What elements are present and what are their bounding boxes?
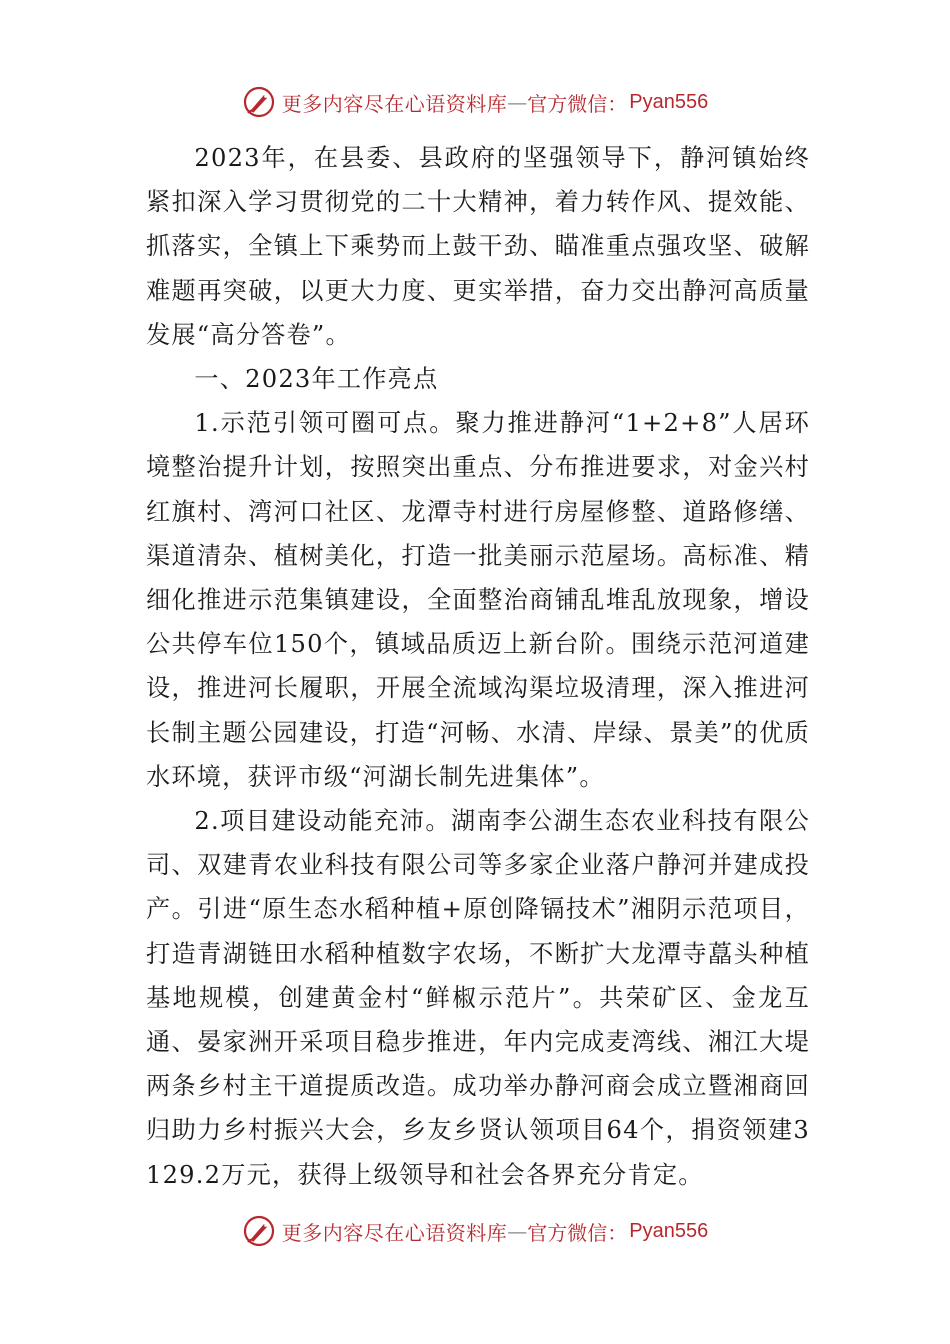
pen-nib-icon (242, 85, 276, 119)
pen-nib-icon (242, 1214, 276, 1248)
banner-text: 更多内容尽在心语资料库 (281, 1220, 508, 1245)
highlight-paragraph-1: 1.示范引领可圈可点。聚力推进静河“1+2+8”人居环境整治提升计划，按照突出重点、分布推进要求，对金兴村红旗村、湾河口社区、龙潭寺村进行房屋修整、道路修缮、渠道清杂、植树美化，打造一批美丽示范屋场。高标准、精细化推进示范集镇建设，全面整治商铺乱堆乱放现象，增设公共停车位150个，镇域品质迈上新台阶。围绕示范河道建设，推进河长履职，开展全流域沟渠垃圾清理，深入推进河长制主题公园建设，打造“河畅、水清、岸绿、景美”的优质水环境，获评市级“河湖长制先进集体”。 (146, 409, 810, 791)
document-body (146, 136, 810, 1197)
section-heading: 一、2023年工作亮点 (194, 365, 439, 394)
highlight-paragraph-2: 2.项目建设动能充沛。湖南李公湖生态农业科技有限公司、双建青农业科技有限公司等多家企业落户静河并建成投产。引进“原生态水稻种植+原创降镉技术”湘阴示范项目，打造青湖链田水稻种植数字农场，不断扩大龙潭寺藠头种植基地规模，创建黄金村“鲜椒示范片”。共荣矿区、金龙互通、晏家洲开采项目稳步推进，年内完成麦湾线、湘江大堤两条乡村主干道提质改造。成功举办静河商会成立暨湘商回归助力乡村振兴大会，乡友乡贤认领项目64个，捐资领建3129.2万元，获得上级领导和社会各界充分肯定。 (146, 807, 810, 1189)
banner-separator: — (507, 90, 528, 114)
footer-banner (0, 1209, 950, 1253)
intro-paragraph: 2023年，在县委、县政府的坚强领导下，静河镇始终紧扣深入学习贯彻党的二十大精神，着力转作风、提效能、抓落实，全镇上下乘势而上鼓干劲、瞄准重点强攻坚、破解难题再突破，以更大力度、更实举措，奋力交出静河高质量发展“高分答卷”。 (146, 144, 810, 349)
banner-separator: — (507, 1219, 528, 1243)
header-banner (0, 80, 950, 124)
banner-text: 更多内容尽在心语资料库 (281, 91, 508, 116)
banner-wechat-id: Pyan556 (629, 1219, 709, 1242)
banner-wechat-label: 官方微信： (527, 1220, 628, 1245)
banner-wechat-label: 官方微信： (527, 91, 628, 116)
banner-wechat-id: Pyan556 (629, 90, 709, 113)
